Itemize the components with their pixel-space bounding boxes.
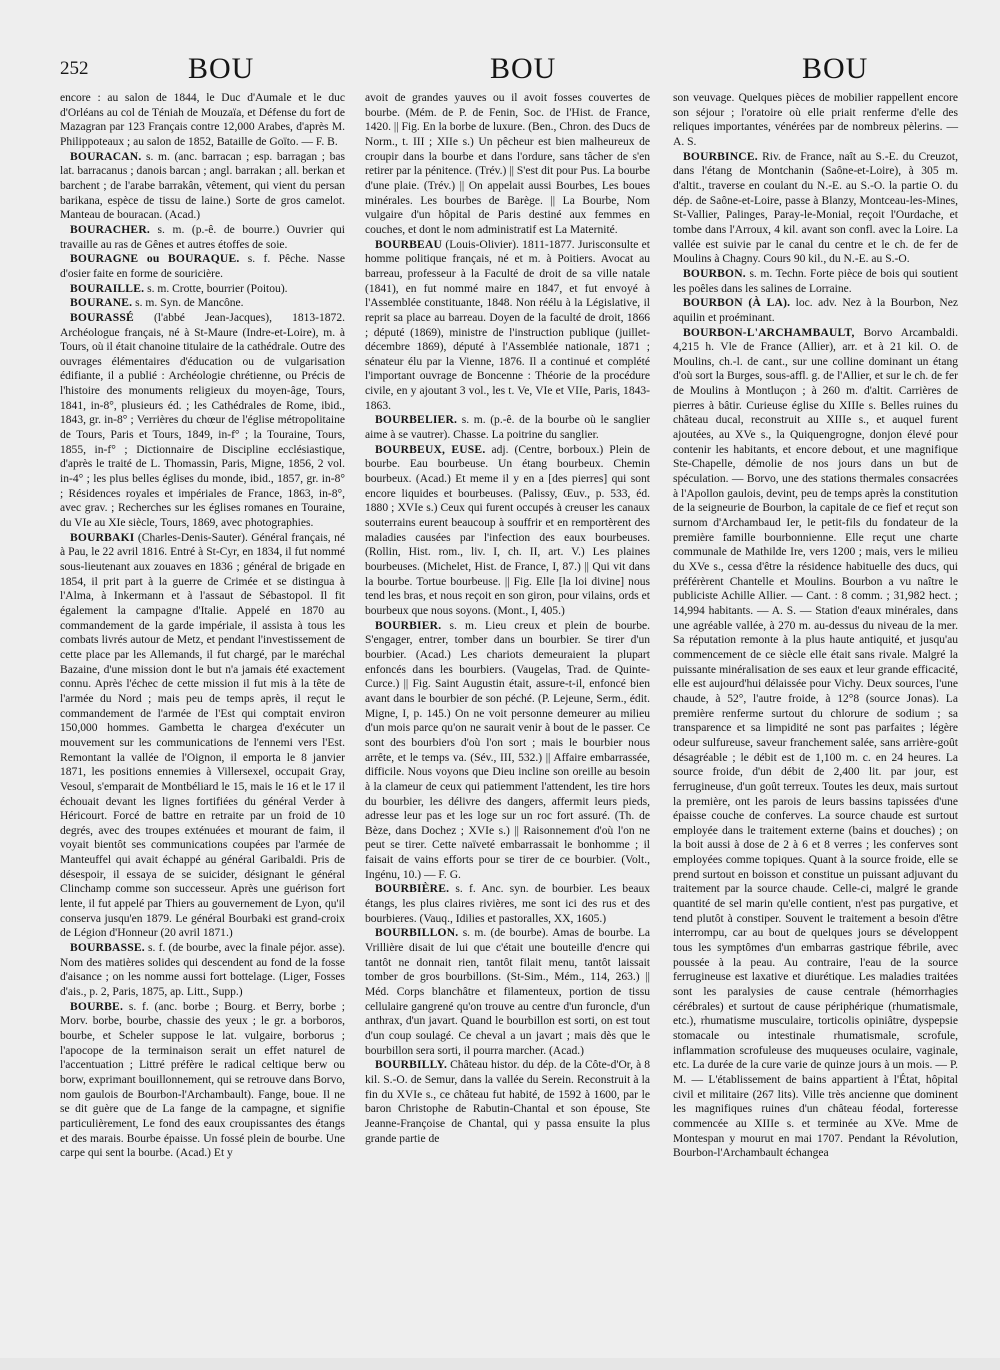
running-head-center: BOU: [490, 52, 557, 85]
dictionary-entry: [365, 413, 650, 442]
dictionary-entry: [673, 326, 958, 1161]
entry-text: s. f. (anc. borbe ; Bourg. et Berry, borbe ; Morv. borbe, bourbe, chassie des yeux ; le gr. a borboros, bourbe, et Scheler suppose le lat. vulgaire, borborus ; l'apocope de la terminaison serait un effet naturel de l'accentuation ; Littré préfère le radical celtique berw ou borw, exprimant bouillonnement, qui se retrouve dans Borvo, nom gaulois de Bourbon-l'Archambault). Fange, boue. Il ne se dit guère que de La fange de la campagne, et signifie particulièrement, Le fond des eaux croupissantes des étangs et des marais. Bourbe épaisse. Un fossé plein de bourbe. Une carpe qui sent la bourbe. (Acad.) Et y: [60, 1000, 345, 1160]
entry-headword: BOURBAKI: [70, 531, 135, 544]
entry-text: s. m. Techn. Forte pièce de bois qui soutient les poêles dans les salines de Lorraine.: [673, 267, 959, 295]
entry-headword: BOURBASSE.: [70, 942, 145, 955]
dictionary-entry: [673, 91, 958, 150]
text-column-1: [60, 91, 345, 1161]
entry-headword: BOURBON.: [683, 267, 746, 280]
dictionary-entry: [60, 1000, 345, 1161]
page-header: [0, 52, 1000, 92]
entry-headword: BOURANE.: [70, 297, 133, 310]
entry-text: s. m. Crotte, bourrier (Poitou).: [147, 282, 288, 295]
entry-text: s. m. (anc. barracan ; esp. barragan ; bas lat. barracanus ; danois barcan ; angl. barrakan ; all. berkan et barchent ; de l'arabe barrakân, vêtement, qui vient du persan barikana, espèce de tissu de laine.) Sorte de gros camelot. Manteau de bouracan. (Acad.): [60, 150, 346, 222]
running-head-right: BOU: [802, 52, 869, 85]
dictionary-entry: [673, 296, 958, 325]
entry-headword: BOURBELIER.: [375, 414, 458, 427]
dictionary-entry: [673, 267, 958, 296]
entry-headword: BOURBE.: [70, 1000, 124, 1013]
entry-text: Borvo Arcambaldi. 4,215 h. Vle de France (Allier), arr. et à 21 kil. O. de Moulins, ch.-l. de cant., sur une colline dominant un étang d'où sort la Burges, sous-affl. g. de l'Allier, et sur le ch. de fer de Moulins à Montluçon ; à 260 m. d'altit. Carrières de pierres à bâtir. Curieuse église du XIIIe s. Belles ruines du château ducal, reconstruit au XIIIe s., et auquel furent ajoutées, au XVe s., la Quiquengrogne, donjon élevé pour contenir les habitants, et encore debout, et une magnifique Ste-Chapelle, démolie de nos jours dans un but de spéculation. — Borvo, une des stations thermales consacrées à l'Apollon gaulois, devint, peu de temps après la constitution de la seigneurie de Bourbon, la capitale de ce fief et reçut son surnom d'Archambaud Ier, le petit-fils du fondateur de la première famille bourbonnienne. Elle reçut une charte communale de Mathilde Ire, vers 1200 ; mais, vers le milieu du XVe s., cessa d'être la résidence habituelle des ducs, qui préférèrent Chantelle et Moulins. Bourbon a vu naître le publiciste Achille Allier. — Cant. : 8 comm. ; 31,982 hect. ; 14,994 habitants. — A. S. — Station d'eaux minérales, dans une agréable vallée, à 270 m. au-dessus du niveau de la mer. Sa réputation remonte à la plus haute antiquité, et jusqu'au commencement de ce siècle elle était sans rivale. Malgré la puissante minéralisation de ses eaux et leur grande efficacité, elle est aujourd'hui délaissée pour Vichy. Deux sources, l'une chaude, à 52°, l'autre froide, à 12°8 (source Jonas). La première renferme surtout du chlorure de sodium ; sa transparence et sa limpidité ne sont pas parfaites ; légère odeur sulfureuse, saveur franchement salée, sans arrière-goût désagréable ; le débit est de 1,100 m. c. en 24 heures. La source froide, d'un débit de 2,400 lit. par jour, est ferrugineuse, d'un goût terreux. Toutes les deux, mais surtout la première, ont les parois de leurs bassins tapissées d'une épaisse couche de conferves. La source chaude est surtout employée dans le traitement externe (bains et douches) ; on la boit aussi à dose de 2 à 6 et 8 verres ; les conferves sont employées comme topiques. Quant à la source froide, elle se prend surtout en boisson et constitue un puissant adjuvant du traitement par la source chaude. Celle-ci, malgré le grande quantité de sel marin qu'elle contient, n'est pas purgative, et tend plutôt à constiper. Souvent le traitement a besoin d'être interrompu, car au bout de quelques jours se développent tous les symptômes d'un embarras gastrique fébrile, avec poussée à la peau. Au contraire, l'eau de la source ferrugineuse est laxative et diurétique. Les maladies traitées sont les paralysies de cause centrale (hémorrhagies cérébrales) et surtout de cause périphérique (rhumatismale, etc.), rhumatisme musculaire, torticolis opiniâtre, dyspepsie stomacale ou intestinale rhumatismale, scrofule, inflammation scrofuleuse des muqueuses oculaire, vaginale, etc. La durée de la cure varie de quinze jours à un mois. — P. M. — L'établissement de bains appartient à l'État, hôpital civil et militaire (267 lits). Ville très ancienne que dominent les magnifiques ruines d'un château féodal, forteresse commencée au XIIIe s. et terminée au XVe. Mme de Montespan y mourut en mai 1707. Pendant la Révolution, Bourbon-l'Archambault échangea: [673, 326, 958, 1160]
dictionary-entry: [60, 252, 345, 281]
entry-text: avoit de grandes yauves ou il avoit fosses couvertes de bourbe. (Mém. de P. de Fenin, Soc. de l'Hist. de France, 1420. || Fig. En la borbe de luxure. (Ben., Chron. des Ducs de Norm., t. III ; XIIe s.) Un pêcheur est bien malheureux de croupir dans la bourbe et dans l'ordure, sans tâcher de s'en retirer par la pénitence. (Trév.) || S'est dit pour Pus. La bourbe d'une plaie. (Trév.) || On appelait aussi Bourbes, Les boues minérales. Les bourbes de Barège. || La Bourbe, Nom vulgaire d'un hôpital de Paris destiné aux femmes en couches, et dont le nom administratif est La Maternité.: [365, 92, 650, 236]
entry-headword: BOURBON-L'ARCHAMBAULT,: [683, 326, 855, 339]
entry-headword: BOURAILLE.: [70, 282, 145, 295]
dictionary-entry: [365, 443, 650, 619]
entry-text: Riv. de France, naît au S.-E. du Creuzot, dans l'étang de Montchanin (Saône-et-Loire), à 305 m. d'altit., traverse en coulant du N.-E. au S.-O. la partie O. du dép. de Saône-et-Loire, passe à Blanzy, Montceau-les-Mines, St-Vallier, Palinges, Paray-le-Monial, reçoit l'Ourdache, et tombe dans l'Arroux, 4 kil. avant son confl. avec la Loire. La vallée est suivie par le canal du centre et le ch. de fer de Moulins à Chagny. Cours 90 kil., du N.-E. au S.-O.: [673, 150, 958, 266]
entry-text: s. m. (p.-ê. de la bourbe où le sanglier aime à se vautrer). Chasse. La poitrine du sanglier.: [365, 414, 650, 442]
dictionary-entry: [60, 296, 345, 311]
dictionary-entry: [365, 926, 650, 1058]
entry-headword: BOURAGNE ou BOURAQUE.: [70, 253, 240, 266]
dictionary-entry: [365, 91, 650, 238]
entry-headword: BOURBIER.: [375, 619, 442, 632]
entry-text: Château histor. du dép. de la Côte-d'Or, à 8 kil. S.-O. de Semur, dans la vallée du Serein. Reconstruit à la fin du XVIe s., ce château fut habité, de 1592 à 1600, par le baron Christophe de Rabutin-Chantal et son épouse, Ste Jeanne-Françoise de Chantal, qui y passa ensuite la plus grande partie de: [365, 1059, 650, 1145]
entry-text: s. f. Anc. syn. de bourbier. Les beaux étangs, les plus claires rivières, me sont ici des rus et des bourbieres. (Vauq., Idilies et pastoralles, XX, 1605.): [365, 883, 651, 925]
entry-headword: BOURBIÈRE.: [375, 883, 450, 896]
entry-text: s. m. (p.-ê. de bourre.) Ouvrier qui travaille au ras de Gênes et autres étoffes de soie.: [60, 223, 345, 251]
entry-headword: BOURACAN.: [70, 150, 142, 163]
dictionary-entry: [60, 282, 345, 297]
dictionary-entry: [60, 941, 345, 1000]
entry-text: s. f. Pêche. Nasse d'osier faite en forme de souricière.: [60, 253, 346, 280]
dictionary-entry: [365, 1058, 650, 1146]
page-number: 252: [60, 58, 89, 79]
entry-text: s. m. Lieu creux et plein de bourbe. S'engager, entrer, tomber dans un bourbier. Se tirer d'un bourbier. (Acad.) Les chariots demeuraient la plupart enfoncés dans les bourbiers. (Vaugelas, Trad. de Quinte-Curce.) || Fig. Saint Augustin était, assure-t-il, enfoncé bien avant dans le bourbier de son péché. (P. Lejeune, Serm., édit. Migne, I, p. 145.) On ne voit personne demeurer au milieu d'un mois parce qu'on ne saurait venir à bout de le passer. Ce sont des bourbiers d'où l'on sort ; mais le bourbier nous arrête, et le temps va. (Sév., III, 532.) || Affaire embarrassée, difficile. Nous voyons que Dieu incline son oreille au besoin à la clameur de ceux qui patiemment l'attendent, les tire hors du bourbier, les délivre des dangers, affermit leurs pieds, adresse leur pas et les loge sur un roc fort assuré. (Th. de Bèze, dans Dochez ; XVIe s.) || Raisonnement d'où l'on ne peut se tirer. Cette naïveté embarrassait le bonhomme ; il faisait de vains efforts pour se tirer de ce bourbier. (Volt., Ingénu, 10.) — F. G.: [365, 619, 650, 881]
entry-headword: BOURBINCE.: [683, 150, 758, 163]
entry-text: encore : au salon de 1844, le Duc d'Aumale et le duc d'Orléans au col de Téniah de Mouzaïa, et Défense du fort de Mazagran par 123 Français contre 12,000 Arabes, d'après M. Philippoteaux ; au salon de 1852, Bataille de Goïto. — F. B.: [60, 92, 345, 148]
entry-headword: BOURBEAU: [375, 238, 443, 251]
entry-text: son veuvage. Quelques pièces de mobilier rappellent encore son séjour ; l'oratoire où elle priait renferme d'elle des reliques importantes, vénérées par de nombreux pèlerins. — A. S.: [673, 92, 958, 148]
entry-headword: BOURBEUX, EUSE.: [375, 443, 486, 456]
text-column-3: [673, 91, 958, 1161]
entry-text: s. f. (de bourbe, avec la finale péjor. asse). Nom des matières solides qui descendent au fond de la fosse d'aisance ; on les nomme aussi fort bottelage. (Liger, Fosses d'ais., p. 2, Paris, 1875, ap. Litt., Supp.): [60, 942, 345, 999]
entry-text: adj. (Centre, borboux.) Plein de bourbe. Eau bourbeuse. Un étang bourbeux. Chemin bourbeux. (Acad.) Et meme il y en a [des pierres] qui sont encore liquides et bourbeuses. (Palissy, Œuv., p. 533, éd. 1880 ; XVIe s.) Ceux qui furent occupés à creuser les canaux souterrains eurent beaucoup à souffrir et en remportèrent des maladies causées par l'infection des eaux bourbeuses. (Rollin, Hist. rom., liv. I, ch. II, art. V.) Les plaines bourbeuses. (Michelet, Hist. de France, I, 87.) || Qui vit dans la bourbe. Tortue bourbeuse. || Fig. Elle [la loi divine] nous tend les bras, et nous reçoit en son giron, pour vilains, ords et bourbeux que nous soyons. (Mont., I, 405.): [365, 443, 650, 617]
running-head-left: BOU: [188, 52, 255, 85]
entry-headword: BOURBILLON.: [375, 927, 459, 940]
dictionary-entry: [60, 150, 345, 223]
dictionary-entry: [60, 91, 345, 150]
entry-text: loc. adv. Nez à la Bourbon, Nez aquilin et proéminant.: [673, 297, 958, 324]
dictionary-entry: [60, 531, 345, 941]
dictionary-entry: [365, 619, 650, 883]
dictionary-entry: [365, 238, 650, 414]
entry-text: s. m. Syn. de Mancône.: [135, 297, 244, 310]
text-column-2: [365, 91, 650, 1146]
dictionary-entry: [60, 223, 345, 252]
entry-headword: BOURBON (À LA).: [683, 297, 791, 310]
dictionary-entry: [60, 311, 345, 531]
dictionary-entry: [365, 882, 650, 926]
entry-headword: BOURASSÉ: [70, 311, 134, 324]
entry-text: (Charles-Denis-Sauter). Général français, né à Pau, le 22 avril 1816. Entré à St-Cyr, en 1834, il fut nommé sous-lieutenant aux zouaves en 1836 ; général de brigade en 1854, il prit part à la guerre de Crimée et se distingua à l'Alma, à Inkermann et à l'assaut de Sébastopol. Il fit également la campagne d'Italie. Appelé en 1870 au commandement de la garde impériale, il assista à tous les combats livrés autour de Metz, et pendant l'investissement de cette place par les Allemands, il fut chargé, par le maréchal Bazaine, d'une mission dont le but n'a jamais été exactement connu. Après l'échec de cette mission il fut mis à la tête de l'armée du Nord ; mais peu de temps après, il reçut le commandement de l'armée de l'Est qui comptait environ 150,000 hommes. Gambetta le chargea d'exécuter un mouvement sur les communications de l'ennemi vers l'Est. Remontant la vallée de l'Oignon, il emporta le 8 janvier 1871, les positions ennemies à Villersexel, occupait Gray, Vesoul, s'emparait de Montbéliard le 15, mais le 16 et le 17 il échouait devant les lignes fortifiées du général Verder à Héricourt. Forcé de battre en retraite par un froid de 10 degrés, avec des troupes exténuées et mourant de faim, il voyait bientôt ses communications coupées par l'armée de Manteuffel qui avait échappé au général Garibaldi. Pris de désespoir, il essaya de se suicider, désignant le général Clinchamp comme son successeur. Après une guérison fort lente, il fut appelé par Thiers au gouvernement de Lyon, qu'il conserva jusqu'en 1879. Le général Bourbaki est grand-croix de Légion d'Honneur (20 avril 1871.): [60, 531, 345, 940]
entry-headword: BOURBILLY.: [375, 1059, 448, 1072]
entry-text: s. m. (de bourbe). Amas de bourbe. La Vrillière disait de lui que c'était une bouteille d'encre qui tantôt ne donnait rien, tantôt filait menu, tantôt laissait tomber de gros bourbillons. (St-Sim., Mém., 114, 263.) || Méd. Corps blanchâtre et filamenteux, portion de tissu cellulaire gangrené qu'on trouve au centre d'un furoncle, d'un anthrax, d'un javart. Quand le bourbillon est sorti, on est tout d'un coup soulagé. Ce cheval a un javart ; mais dès que le bourbillon sera sorti, il pourra marcher. (Acad.): [365, 927, 650, 1057]
entry-headword: BOURACHER.: [70, 223, 150, 236]
entry-text: (l'abbé Jean-Jacques), 1813-1872. Archéologue français, né à St-Maure (Indre-et-Loire), m. à Tours, où il était chanoine titulaire de la cathédrale. Outre des ouvrages élémentaires d'éducation ou de vulgarisation édifiante, il a publié : Archéologie chrétienne, ou Précis de l'histoire des monuments religieux du moyen-âge, Tours, 1841, in-8°, plusieurs éd. ; les Cathédrales de Rome, ibid., 1843, gr. in-8° ; Verrières du chœur de l'église métropolitaine de Tours, Paris et Tours, 1849, in-f° ; la Touraine, Tours, 1855, in-f° ; Dictionnaire de Discipline ecclésiastique, d'après le traité de L. Thomassin, Paris, Migne, 1856, 2 vol. in-4° ; les plus belles églises du monde, ibid., 1857, gr. in-8° ; Résidences royales et impériales de France, 1863, in-8°, avec grav. ; Recherches sur les églises romanes en Touraine, du VIe au XIe siècle, Tours, 1869, avec photographies.: [60, 311, 345, 530]
entry-text: (Louis-Olivier). 1811-1877. Jurisconsulte et homme politique français, né et m. à Poitiers. Avocat au barreau, professeur à la Faculté de droit de sa ville natale (1841), en fut nommé maire en 1847, et fut envoyé à l'Assemblée constituante, 1848. Non réélu à la Législative, il reprit sa place au barreau. Doyen de la faculté de droit, 1866 ; député (1869), ministre de l'instruction publique (juillet-décembre 1869), député à l'Assemblée nationale, 1871 ; sénateur élu par la Vienne, 1876. Il a continué et complété l'important ouvrage de Boncenne : Théorie de la procédure civile, en y ajoutant 3 vol., les t. Ve, VIe et VIIe, Paris, 1843-1863.: [365, 238, 650, 412]
dictionary-entry: [673, 150, 958, 267]
